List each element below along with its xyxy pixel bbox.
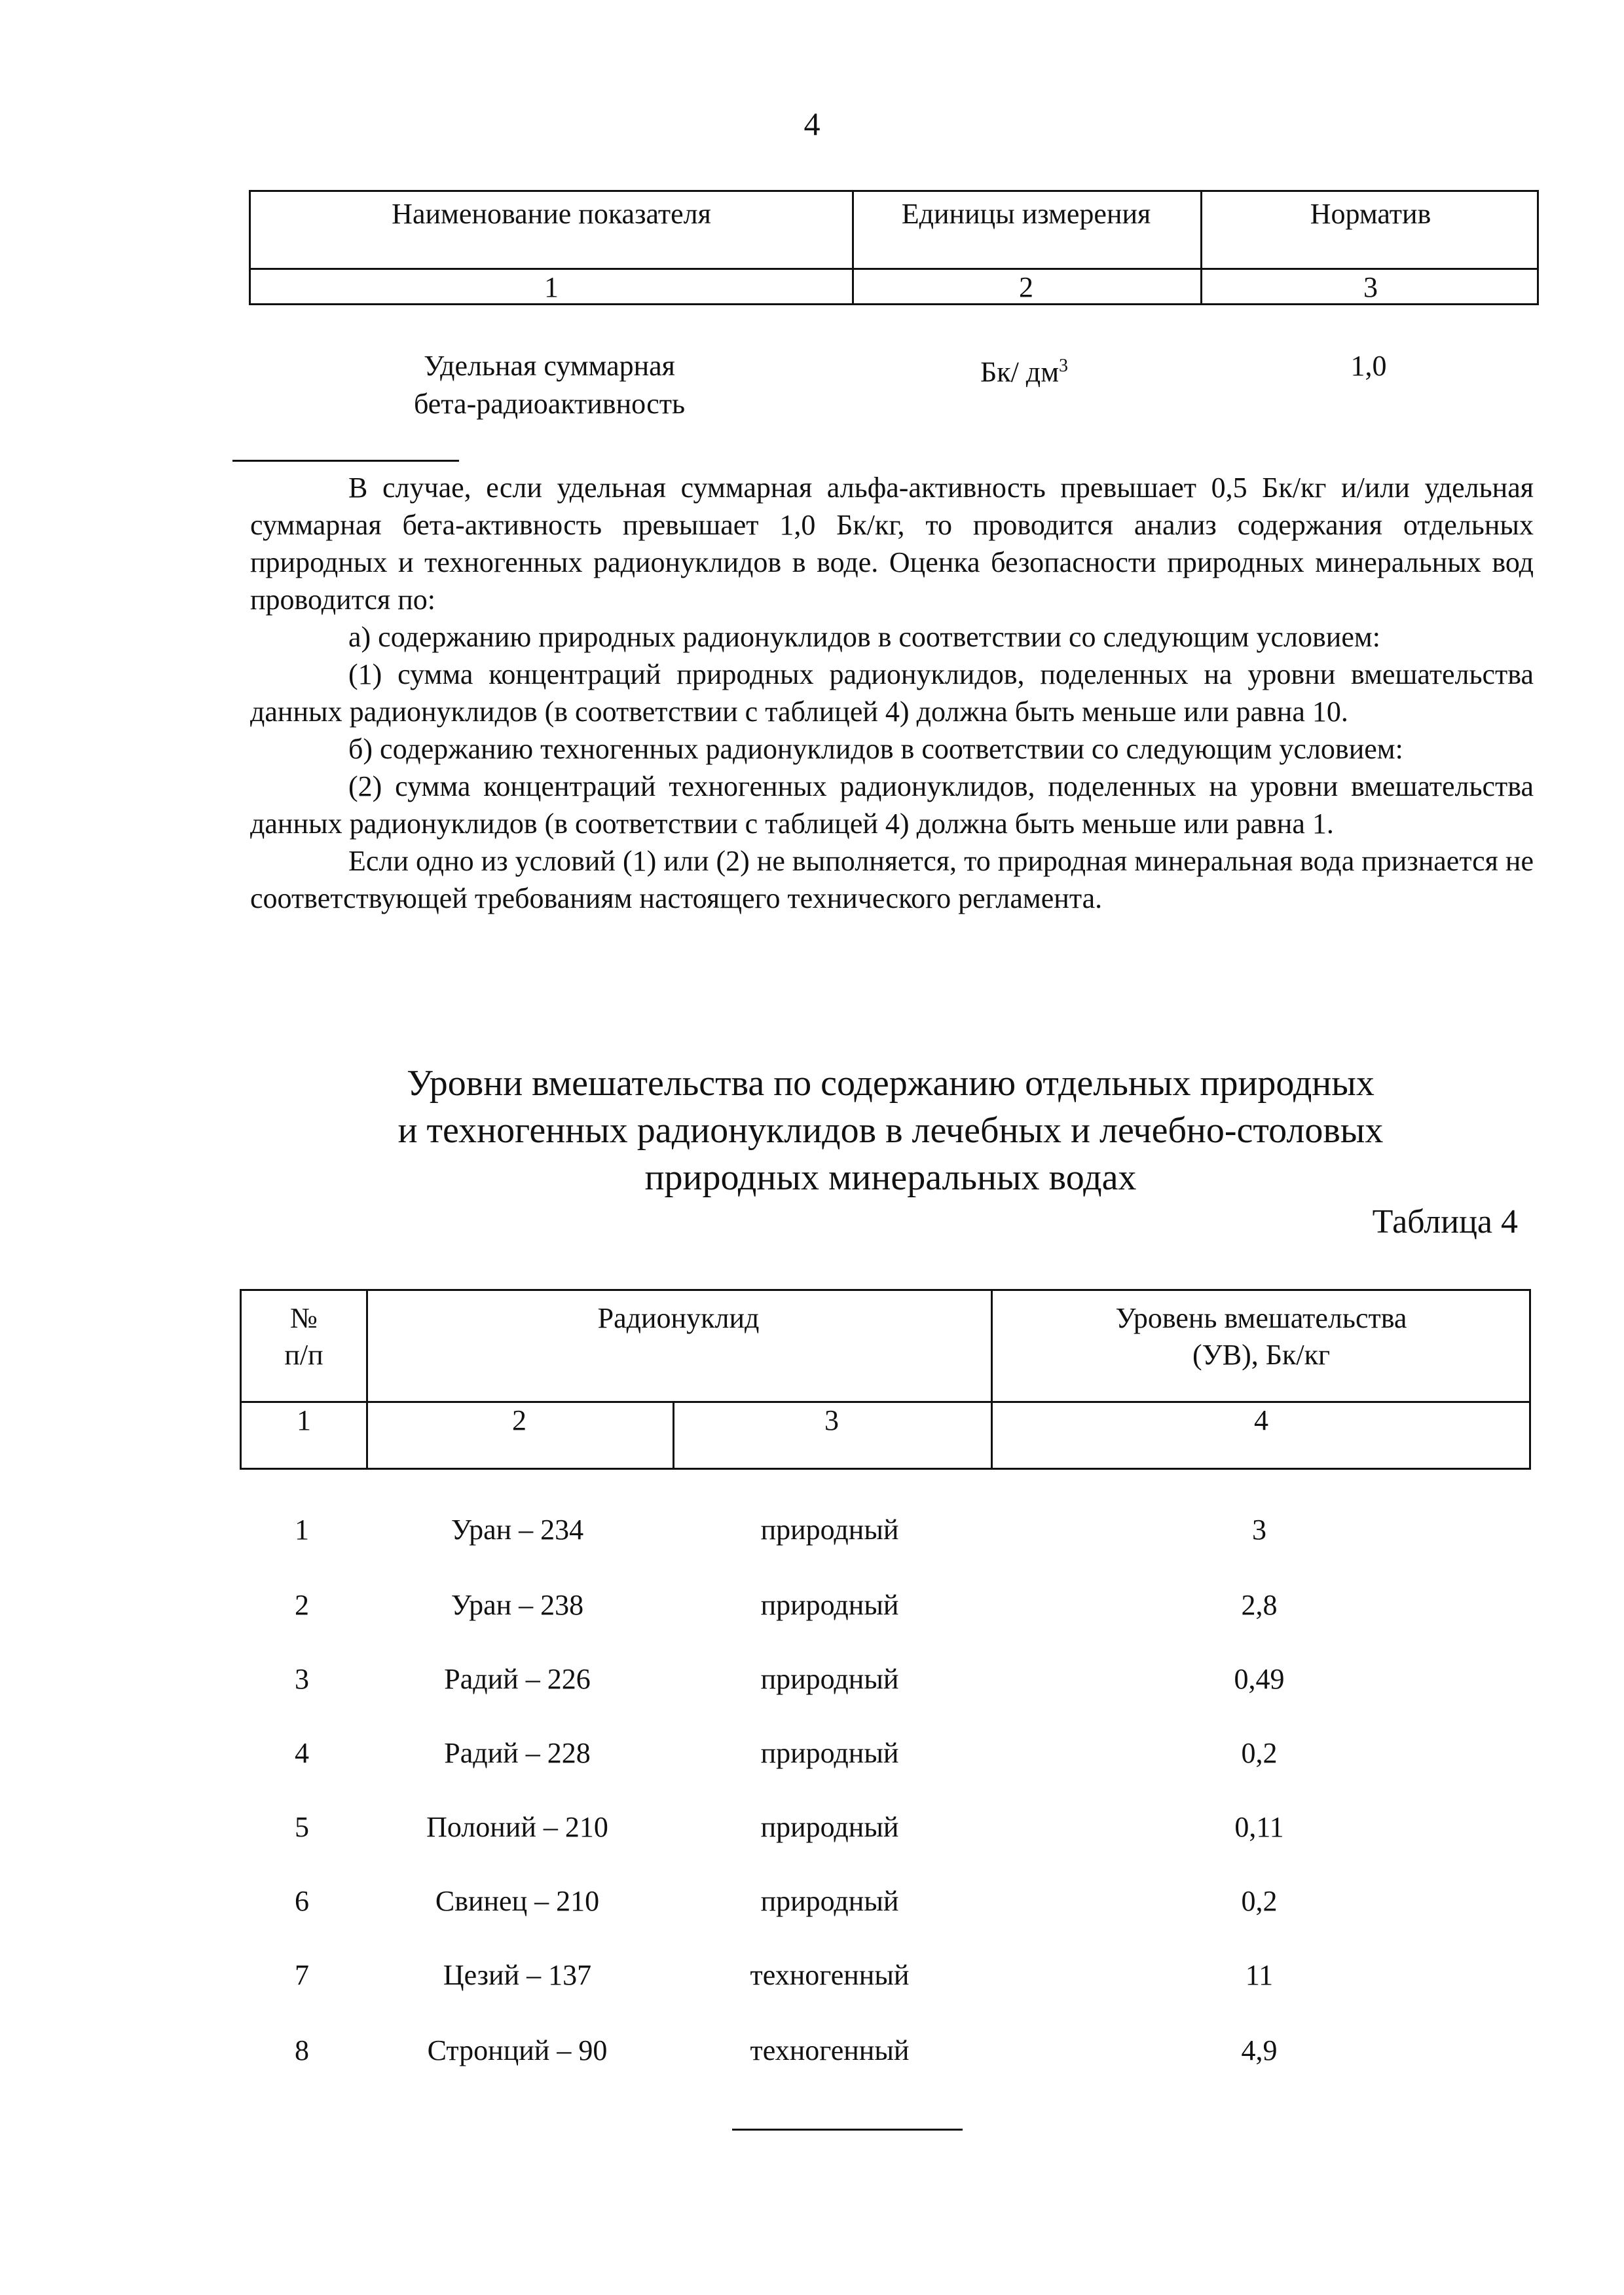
heading-line: Уровни вмешательства по содержанию отдельных природных: [407, 1063, 1375, 1104]
radionuclide-name: Уран – 234: [451, 1514, 584, 1546]
table-label: Таблица 4: [1372, 1203, 1518, 1241]
header-number: [242, 1300, 366, 1373]
indicator-name-line: Удельная суммарная: [424, 350, 675, 382]
row-number: 1: [295, 1514, 309, 1546]
paragraph: В случае, если удельная суммарная альфа-активность превышает 0,5 Бк/кг и/или удельная суммарная бета-активность превышает 1,0 Бк/кг, то проводится анализ содержания отдельных природных и техногенных радионуклидов в воде. Оценка безопасности природных минеральных вод проводится по:: [250, 472, 1534, 616]
column-number: 1: [297, 1404, 311, 1436]
table-row: [240, 2034, 1531, 2073]
header-radionuclide: Радионуклид: [597, 1302, 760, 1334]
row-number: 8: [295, 2034, 309, 2066]
radionuclide-type: природный: [760, 1885, 899, 1917]
radionuclide-name: Свинец – 210: [435, 1885, 600, 1917]
column-number: 1: [544, 271, 559, 303]
radionuclide-type: природный: [760, 1737, 899, 1769]
column-number: 3: [824, 1404, 839, 1436]
radionuclide-name: Стронций – 90: [427, 2034, 608, 2066]
row-number: 4: [295, 1737, 309, 1769]
end-rule: [732, 2129, 963, 2131]
table-row: [240, 1884, 1531, 1924]
separator-rule: [232, 460, 459, 462]
intervention-level: 0,11: [1234, 1811, 1284, 1843]
table-row: [240, 1588, 1531, 1628]
radionuclide-type: природный: [760, 1514, 899, 1546]
body-text: [250, 469, 1534, 917]
column-number: 4: [1254, 1404, 1268, 1436]
table-row: [240, 1736, 1531, 1776]
paragraph: (2) сумма концентраций техногенных радионуклидов, поделенных на уровни вмешательства данных радионуклидов (в соответствии с таблицей 4) должна быть меньше или равна 1.: [250, 770, 1534, 840]
unit-text: Бк/ дм: [980, 356, 1060, 388]
intervention-level: 4,9: [1241, 2034, 1278, 2066]
column-number: 3: [1363, 271, 1378, 303]
row-number: 2: [295, 1589, 309, 1621]
row-number: 7: [295, 1959, 309, 1991]
paragraph: (1) сумма концентраций природных радионуклидов, поделенных на уровни вмешательства данных радионуклидов (в соответствии с таблицей 4) должна быть меньше или равна 10.: [250, 658, 1534, 728]
intervention-level: 11: [1245, 1959, 1274, 1991]
table-row: [240, 1662, 1531, 1702]
header-number-line: №: [290, 1302, 318, 1334]
table-divider: [251, 268, 1537, 270]
intervention-level: 3: [1252, 1514, 1266, 1546]
header-indicator-name: Наименование показателя: [392, 198, 711, 230]
radionuclide-type: техногенный: [750, 1959, 910, 1991]
indicator-table-header: [249, 190, 1539, 305]
table-row: [240, 1810, 1531, 1850]
radionuclide-name: Цезий – 137: [443, 1959, 592, 1991]
radionuclide-type: техногенный: [750, 2034, 910, 2066]
table-row: [240, 1958, 1531, 1998]
intervention-level: 2,8: [1241, 1589, 1278, 1621]
radionuclide-type: природный: [760, 1589, 899, 1621]
intervention-level: 0,49: [1234, 1663, 1285, 1695]
radionuclide-name: Уран – 238: [451, 1589, 584, 1621]
radionuclide-name: Полоний – 210: [426, 1811, 608, 1843]
header-unit: Единицы измерения: [901, 198, 1151, 230]
row-number: 5: [295, 1811, 309, 1843]
row-number: 3: [295, 1663, 309, 1695]
intervention-levels-table-header: [240, 1289, 1531, 1470]
paragraph: б) содержанию техногенных радионуклидов в соответствии со следующим условием:: [348, 733, 1403, 765]
heading-line: природных минеральных водах: [644, 1157, 1137, 1198]
radionuclide-type: природный: [760, 1811, 899, 1843]
header-number-line: п/п: [284, 1339, 323, 1371]
paragraph: а) содержанию природных радионуклидов в соответствии со следующим условием:: [348, 621, 1380, 653]
column-number: 2: [512, 1404, 526, 1436]
indicator-unit: [850, 347, 1198, 392]
header-norm: Норматив: [1310, 198, 1431, 230]
column-number: 2: [1019, 271, 1033, 303]
heading-line: и техногенных радионуклидов в лечебных и лечебно-столовых: [397, 1110, 1384, 1151]
header-level-line: Уровень вмешательства: [1115, 1302, 1407, 1334]
page-number: 4: [803, 105, 821, 142]
intervention-level: 0,2: [1241, 1737, 1278, 1769]
intervention-level: 0,2: [1241, 1885, 1278, 1917]
indicator-name: [249, 347, 850, 423]
radionuclide-type: природный: [760, 1663, 899, 1695]
radionuclide-name: Радий – 228: [444, 1737, 591, 1769]
header-intervention-level: [991, 1300, 1532, 1373]
header-level-line: (УВ), Бк/кг: [1192, 1339, 1331, 1371]
indicator-name-line: бета-радиоактивность: [413, 388, 686, 420]
table4-heading: [249, 1060, 1532, 1201]
radionuclide-name: Радий – 226: [444, 1663, 591, 1695]
paragraph: Если одно из условий (1) или (2) не выполняется, то природная минеральная вода признается не соответствующей требованиям настоящего технического регламента.: [250, 845, 1534, 914]
unit-exponent: 3: [1059, 356, 1069, 376]
table-row: [240, 1513, 1531, 1552]
row-number: 6: [295, 1885, 309, 1917]
indicator-value: 1,0: [1350, 350, 1387, 382]
